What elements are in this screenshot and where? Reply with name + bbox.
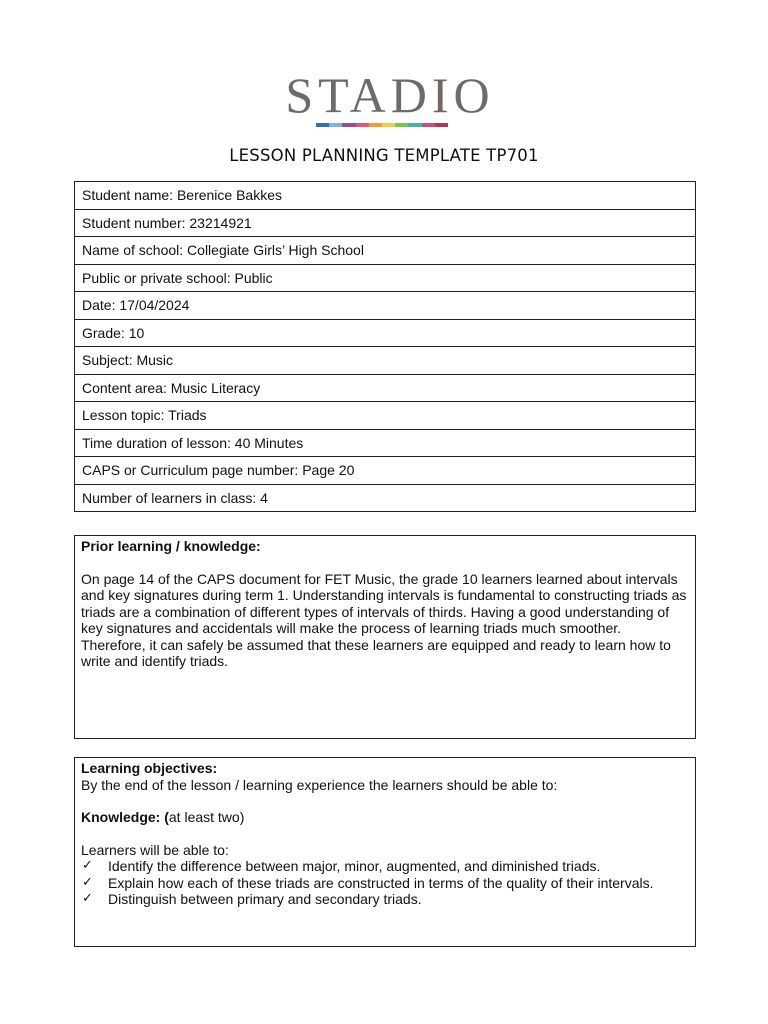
info-cell: Number of learners in class: 4 <box>75 484 696 512</box>
objective-text: Distinguish between primary and secondary triads. <box>108 891 422 907</box>
info-row <box>75 457 696 485</box>
logo-bar-segment <box>329 123 342 127</box>
info-row <box>75 264 696 292</box>
info-row <box>75 237 696 265</box>
learning-objectives-box <box>74 757 696 947</box>
info-cell: Name of school: Collegiate Girls’ High School <box>75 237 696 265</box>
knowledge-label: Knowledge: ( <box>81 809 169 825</box>
info-cell: Time duration of lesson: 40 Minutes <box>75 429 696 457</box>
info-row <box>75 319 696 347</box>
check-icon: ✓ <box>82 891 93 906</box>
logo-bar-segment <box>356 123 369 127</box>
knowledge-note: at least two) <box>168 809 245 825</box>
logo-bar-segment <box>342 123 355 127</box>
logo-bar-segment <box>395 123 408 127</box>
check-icon: ✓ <box>82 874 93 890</box>
info-cell: Public or private school: Public <box>75 264 696 292</box>
learning-objectives-intro: By the end of the lesson / learning experience the learners should be able to: <box>81 776 558 793</box>
info-cell: Lesson topic: Triads <box>75 402 696 430</box>
info-row <box>75 347 696 375</box>
logo-bar-segment <box>435 123 448 127</box>
stadio-logo <box>0 66 768 124</box>
page-title: LESSON PLANNING TEMPLATE TP701 <box>229 146 539 165</box>
logo-text: STADIO <box>285 67 495 123</box>
info-row <box>75 484 696 512</box>
objective-item <box>81 875 689 892</box>
objective-item <box>81 891 689 908</box>
prior-learning-heading: Prior learning / knowledge: <box>81 538 261 554</box>
objective-text: Identify the difference between major, minor, augmented, and diminished triads. <box>108 858 601 874</box>
student-info-table <box>74 181 696 512</box>
info-row <box>75 182 696 210</box>
logo-bar-segment <box>422 123 435 127</box>
info-cell: Content area: Music Literacy <box>75 374 696 402</box>
prior-learning-body: On page 14 of the CAPS document for FET Music, the grade 10 learners learned about intervals and key signatures during term 1. Understanding intervals is fundamental to constructing triads as triads are a combination of different types of intervals of thirds. Having a good understanding of key signatures and accidentals will make the process of learning triads much smoother. Therefore, it can safely be assumed that these learners are equipped and ready to learn how to write and identify triads. <box>81 570 687 669</box>
logo-bar-segment <box>369 123 382 127</box>
learning-objectives-heading: Learning objectives: <box>81 760 218 776</box>
info-row <box>75 402 696 430</box>
logo-bar-segment <box>408 123 421 127</box>
objectives-list <box>81 858 689 908</box>
logo-bar-segment <box>316 123 329 127</box>
info-cell: Date: 17/04/2024 <box>75 292 696 320</box>
info-cell: CAPS or Curriculum page number: Page 20 <box>75 457 696 485</box>
knowledge-heading <box>81 809 689 826</box>
info-row <box>75 374 696 402</box>
info-row <box>75 429 696 457</box>
info-cell: Subject: Music <box>75 347 696 375</box>
info-row <box>75 292 696 320</box>
info-cell: Student number: 23214921 <box>75 209 696 237</box>
info-cell: Grade: 10 <box>75 319 696 347</box>
info-row <box>75 209 696 237</box>
check-icon: ✓ <box>82 858 93 873</box>
objective-item <box>81 858 689 875</box>
objective-text: Explain how each of these triads are constructed in terms of the quality of their intervals. <box>108 874 654 891</box>
prior-learning-box <box>74 535 696 739</box>
logo-color-bar <box>316 123 448 127</box>
info-cell: Student name: Berenice Bakkes <box>75 182 696 210</box>
learners-line: Learners will be able to: <box>81 841 229 858</box>
logo-bar-segment <box>382 123 395 127</box>
